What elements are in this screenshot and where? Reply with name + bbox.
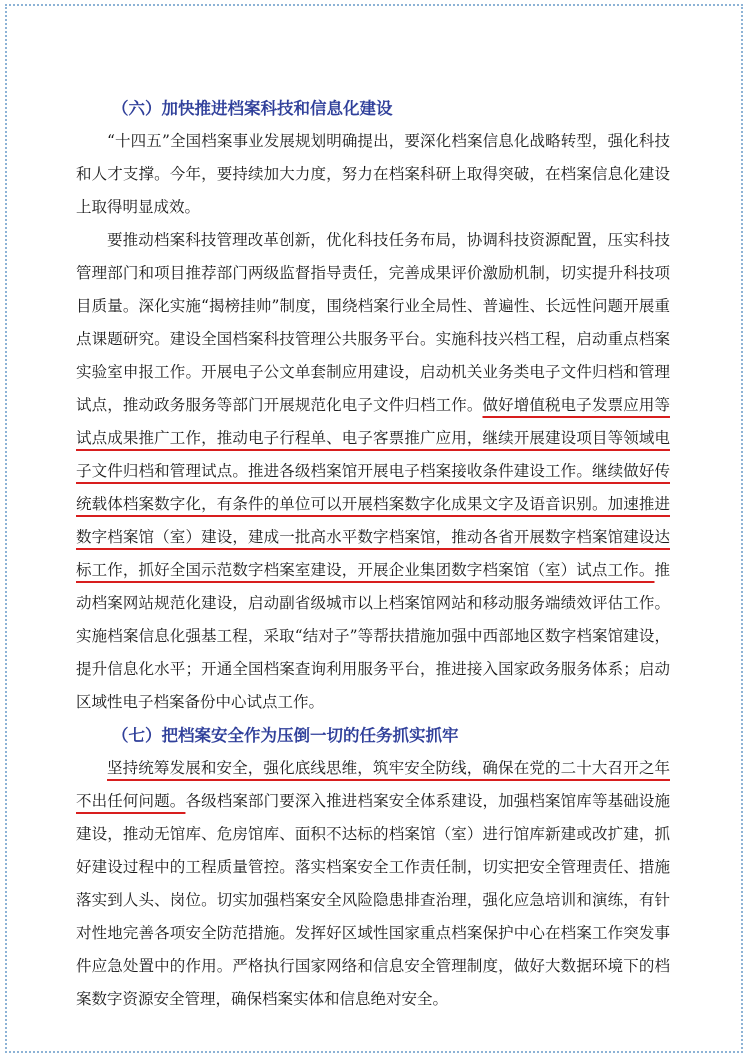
- section-6-heading: （六）加快推进档案科技和信息化建设: [112, 99, 393, 118]
- document-body: [76, 92, 670, 1016]
- section-6-paragraph-1: “十四五”全国档案事业发展规划明确提出，要深化档案信息化战略转型，强化科技和人才支撑。今年，要持续加大力度，努力在档案科研上取得突破，在档案信息化建设上取得明显成效。: [76, 132, 670, 216]
- section-7-heading: （七）把档案安全作为压倒一切的任务抓实抓牢: [112, 726, 459, 745]
- underlined-highlight-2: 坚持统筹发展和安全，强化底线思维，筑牢安全防线，确保在党的二十大召开之年不出任何问题。: [76, 759, 670, 810]
- section-6-paragraph-2-text-a: 要推动档案科技管理改革创新，优化科技任务布局，协调科技资源配置，压实科技管理部门和项目推荐部门两级监督指导责任，完善成果评价激励机制，切实提升科技项目质量。深化实施“揭榜挂帅”制度，围绕档案行业全局性、普遍性、长远性问题开展重点课题研究。建设全国档案科技管理公共服务平台。实施科技兴档工程，启动重点档案实验室申报工作。开展电子公文单套制应用建设，启动机关业务类电子文件归档和管理试点，推动政务服务等部门开展规范化电子文件归档工作。: [76, 231, 670, 414]
- section-6-paragraph-2: [76, 224, 670, 719]
- underlined-highlight: 做好增值税电子发票应用等试点成果推广工作，推动电子行程单、电子客票推广应用，继续开展建设项目等领域电子文件归档和管理试点。推进各级档案馆开展电子档案接收条件建设工作。继续做好传统载体档案数字化，有条件的单位可以开展档案数字化成果文字及语音识别。加速推进数字档案馆（室）建设，建成一批高水平数字档案馆，推动各省开展数字档案馆建设达标工作，抓好全国示范数字档案室建设，开展企业集团数字档案馆（室）试点工作。: [76, 396, 670, 579]
- section-7-paragraph-1-text: 各级档案部门要深入推进档案安全体系建设，加强档案馆库等基础设施建设，推动无馆库、危房馆库、面积不达标的档案馆（室）进行馆库新建或改扩建，抓好建设过程中的工程质量管控。落实档案安全工作责任制，切实把安全管理责任、措施落实到人头、岗位。切实加强档案安全风险隐患排查治理，强化应急培训和演练，有针对性地完善各项安全防范措施。发挥好区域性国家重点档案保护中心在档案工作突发事件应急处置中的作用。严格执行国家网络和信息安全管理制度，做好大数据环境下的档案数字资源安全管理，确保档案实体和信息绝对安全。: [76, 792, 670, 1008]
- section-6-paragraph-2-text-b: 推动档案网站规范化建设，启动副省级城市以上档案馆网站和移动服务端绩效评估工作。实施档案信息化强基工程，采取“结对子”等帮扶措施加强中西部地区数字档案馆建设，提升信息化水平；开通全国档案查询利用服务平台，推进接入国家政务服务体系；启动区域性电子档案备份中心试点工作。: [76, 561, 670, 711]
- section-7-paragraph-1: [76, 752, 670, 1016]
